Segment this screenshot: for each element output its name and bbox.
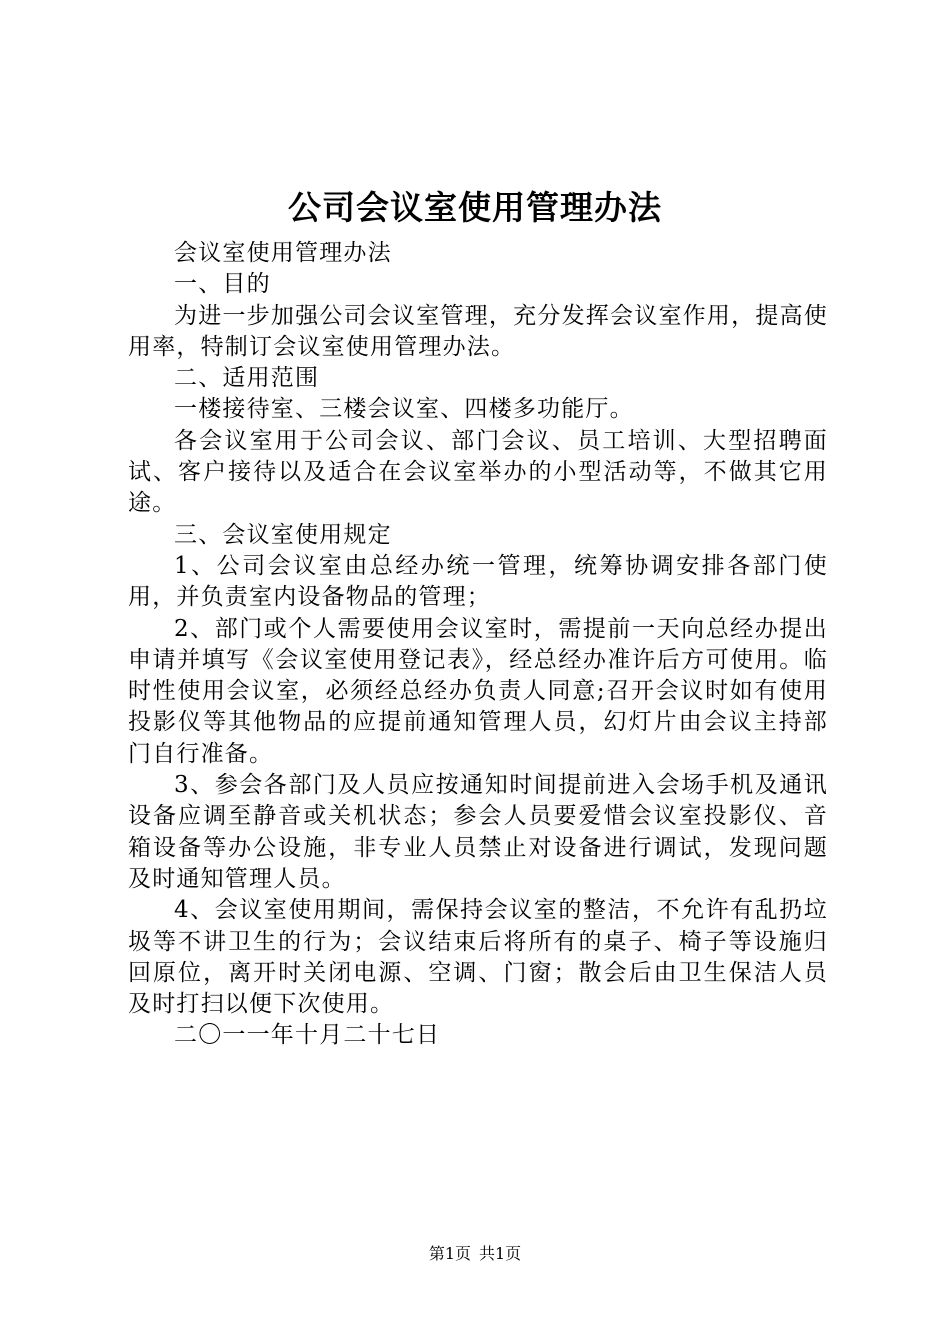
rule-item-3: 3、参会各部门及人员应按通知时间提前进入会场手机及通讯设备应调至静音或关机状态；参会人员要爱惜会议室投影仪、音箱设备等办公设施，非专业人员禁止对设备进行调试，发现问题及时通知管理人员。 [128,772,828,892]
section-heading-scope: 二、适用范围 [174,365,320,392]
rule-item-2: 2、部门或个人需要使用会议室时，需提前一天向总经办提出申请并填写《会议室使用登记表》，经总经办准许后方可使用。临时性使用会议室，必须经总经办负责人同意;召开会议时如有使用投影仪等其他物品的应提前通知管理人员，幻灯片由会议主持部门自行准备。 [128,615,828,767]
document-date: 二〇一一年十月二十七日 [174,1022,441,1049]
body-paragraph-purpose: 为进一步加强公司会议室管理，充分发挥会议室作用，提高使用率，特制订会议室使用管理办法。 [128,302,828,360]
rule-item-1: 1、公司会议室由总经办统一管理，统筹协调安排各部门使用，并负责室内设备物品的管理； [128,552,828,611]
page-total: 共1页 [479,1244,522,1263]
document-title: 公司会议室使用管理办法 [288,188,662,227]
page-footer [0,1243,950,1265]
document-body [128,238,828,1052]
section-heading-rules: 三、会议室使用规定 [174,521,392,548]
section-heading-purpose: 一、目的 [174,271,271,298]
rule-item-4: 4、会议室使用期间，需保持会议室的整洁，不允许有乱扔垃圾等不讲卫生的行为；会议结束后将所有的桌子、椅子等设施归回原位，离开时关闭电源、空调、门窗；散会后由卫生保洁人员及时打扫以便下次使用。 [128,897,828,1018]
body-paragraph-rooms: 一楼接待室、三楼会议室、四楼多功能厅。 [174,396,634,423]
body-paragraph-subtitle: 会议室使用管理办法 [174,240,392,266]
body-paragraph-usage: 各会议室用于公司会议、部门会议、员工培训、大型招聘面试、客户接待以及适合在会议室举办的小型活动等，不做其它用途。 [128,427,828,517]
page-number: 第1页 [428,1244,471,1263]
